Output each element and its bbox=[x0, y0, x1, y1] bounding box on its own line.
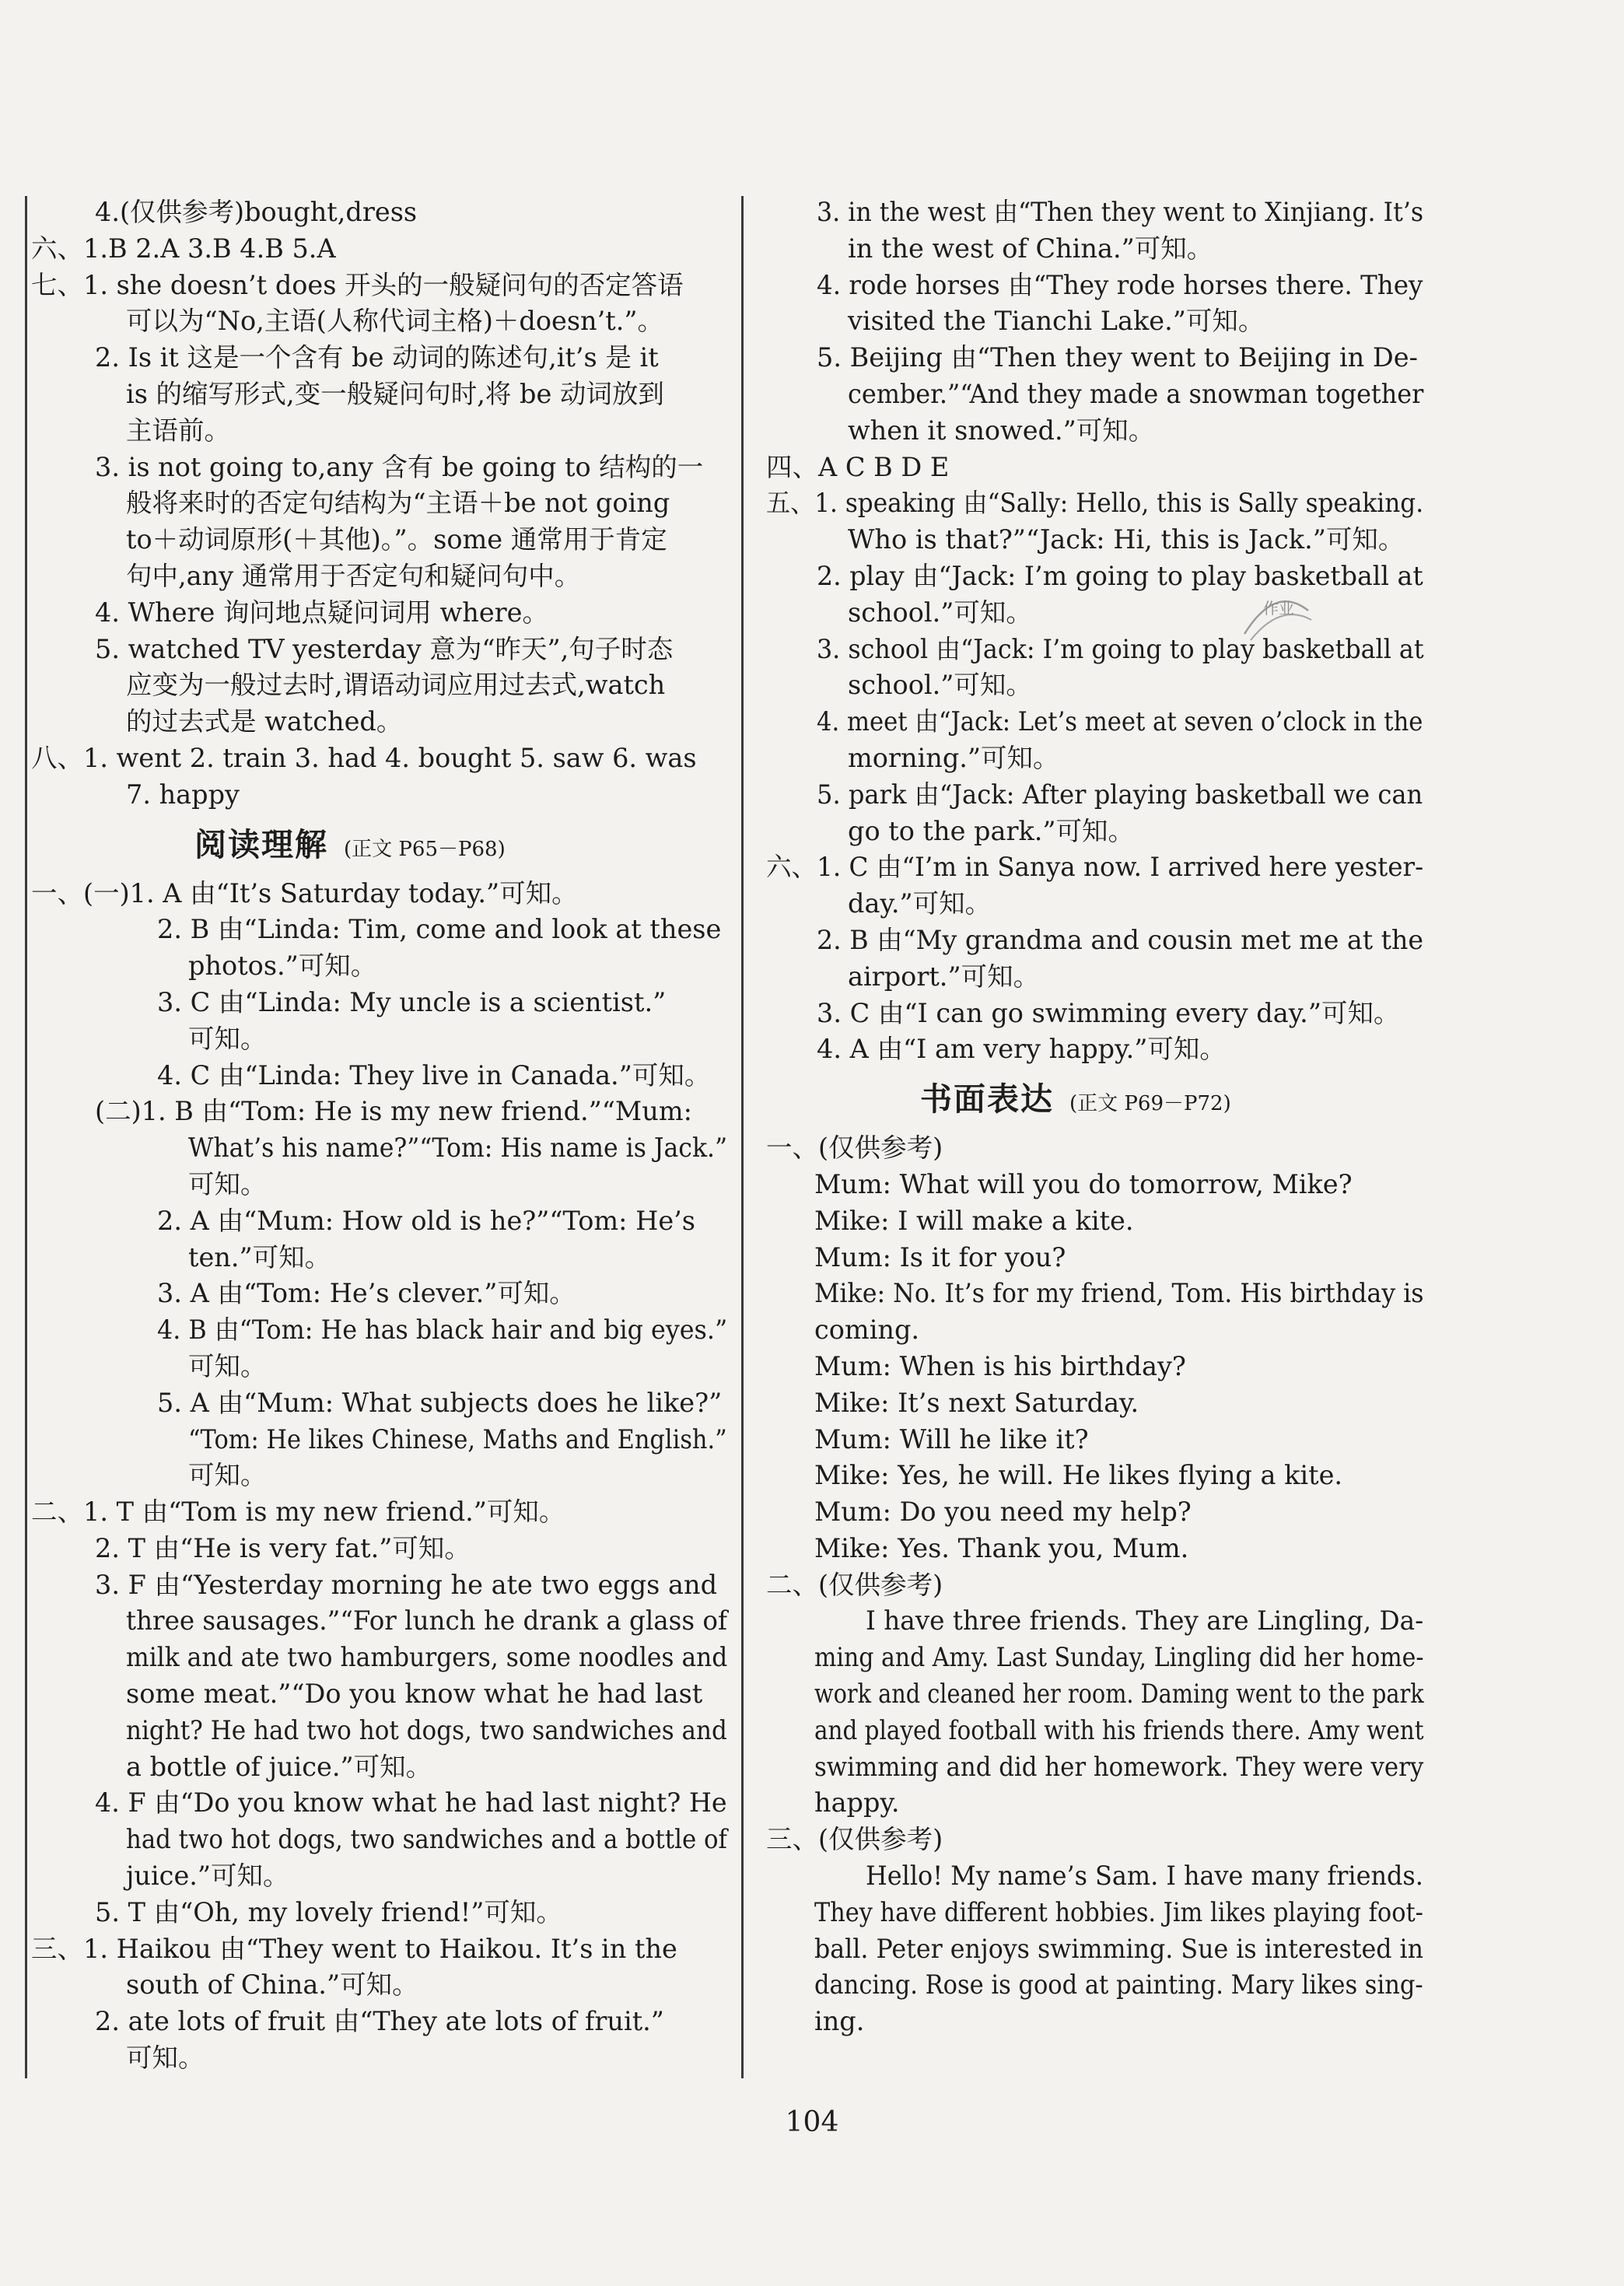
homework-stamp bbox=[1237, 579, 1314, 646]
answer-line: “Tom: He likes Chinese, Maths and English.” bbox=[188, 1423, 727, 1455]
answer-line: 可知。 bbox=[126, 2043, 205, 2074]
answer-line: Mum: Will he like it? bbox=[814, 1423, 1089, 1455]
answer-line: Mum: Do you need my help? bbox=[814, 1497, 1192, 1528]
answer-line: 4. B 由“Tom: He has black hair and big eyes.” bbox=[157, 1315, 728, 1346]
answer-line: south of China.”可知。 bbox=[126, 1969, 418, 2001]
answer-line: Mum: When is his birthday? bbox=[814, 1350, 1186, 1381]
section-page-ref: (正文 P69－P72) bbox=[1069, 1092, 1231, 1116]
answer-line: 4. A 由“I am very happy.”可知。 bbox=[817, 1034, 1226, 1065]
answer-line: 5. Beijing 由“Then they went to Beijing in De- bbox=[817, 342, 1418, 373]
answer-line: 4. rode horses 由“They rode horses there. They bbox=[817, 269, 1423, 300]
answer-line: 4.(仅供参考)bought,dress bbox=[95, 197, 418, 227]
left-margin-rule bbox=[25, 196, 27, 2078]
answer-line: to＋动词原形(＋其他)。”。some 通常用于肯定 bbox=[126, 524, 667, 555]
answer-line: 3. C 由“Linda: My uncle is a scientist.” bbox=[157, 986, 667, 1017]
answer-line: Mike: Yes, he will. He likes flying a kite. bbox=[814, 1460, 1343, 1491]
answer-line: 三、1. Haikou 由“They went to Haikou. It’s in the bbox=[31, 1933, 677, 1964]
answer-line: in the west of China.”可知。 bbox=[848, 233, 1213, 264]
answer-line: Mum: Is it for you? bbox=[814, 1241, 1066, 1273]
answer-line: airport.”可知。 bbox=[848, 961, 1040, 992]
answer-line: go to the park.”可知。 bbox=[848, 815, 1135, 846]
answer-line: 4. Where 询问地点疑问词用 where。 bbox=[95, 597, 548, 628]
section-heading bbox=[766, 1068, 1423, 1130]
section-title: 书面表达 bbox=[920, 1080, 1054, 1118]
answer-line: 2. Is it 这是一个含有 be 动词的陈述句,it’s 是 it bbox=[95, 342, 659, 373]
answer-line: swimming and did her homework. They were very bbox=[814, 1751, 1424, 1782]
left-column bbox=[31, 194, 727, 2077]
answer-line: had two hot dogs, two sandwiches and a bottle of bbox=[126, 1824, 727, 1855]
answer-line: and played football with his friends there. Amy went bbox=[814, 1714, 1424, 1745]
answer-line: 3. school 由“Jack: I’m going to play basketball at bbox=[817, 633, 1424, 664]
answer-line: juice.”可知。 bbox=[126, 1861, 289, 1892]
answer-line: when it snowed.”可知。 bbox=[848, 415, 1155, 446]
page-number: 104 bbox=[785, 2106, 839, 2138]
answer-line: is 的缩写形式,变一般疑问句时,将 be 动词放到 bbox=[126, 378, 664, 409]
answer-line: 3. F 由“Yesterday morning he ate two eggs and bbox=[95, 1569, 718, 1600]
answer-line: Mike: Yes. Thank you, Mum. bbox=[814, 1532, 1189, 1563]
answer-line: 3. C 由“I can go swimming every day.”可知。 bbox=[817, 997, 1400, 1028]
section-title: 阅读理解 bbox=[194, 825, 328, 863]
answer-line: three sausages.”“For lunch he drank a glass of bbox=[126, 1605, 727, 1637]
answer-line: 般将来时的否定句结构为“主语＋be not going bbox=[126, 488, 670, 519]
answer-line: 可知。 bbox=[188, 1460, 267, 1491]
answer-line: 2. play 由“Jack: I’m going to play basketball at bbox=[817, 560, 1423, 591]
answer-line: 三、(仅供参考) bbox=[766, 1824, 943, 1855]
answer-line: some meat.”“Do you know what he had last bbox=[126, 1679, 703, 1710]
answer-line: 2. B 由“Linda: Tim, come and look at these bbox=[157, 914, 722, 945]
right-column bbox=[766, 194, 1423, 2040]
section-heading bbox=[31, 814, 727, 876]
answer-line: 七、1. she doesn’t does 开头的一般疑问句的否定答语 bbox=[31, 269, 684, 300]
answer-line: 五、1. speaking 由“Sally: Hello, this is Sally speaking. bbox=[766, 488, 1424, 519]
answer-line: 六、1. C 由“I’m in Sanya now. I arrived here yester- bbox=[766, 852, 1424, 883]
answer-line: (二)1. B 由“Tom: He is my new friend.”“Mum: bbox=[95, 1096, 692, 1127]
answer-line: 5. T 由“Oh, my lovely friend!”可知。 bbox=[95, 1896, 562, 1927]
answer-line: 4. C 由“Linda: They live in Canada.”可知。 bbox=[157, 1059, 711, 1090]
answer-line: 3. A 由“Tom: He’s clever.”可知。 bbox=[157, 1278, 576, 1309]
answer-line: work and cleaned her room. Daming went to the park bbox=[814, 1679, 1424, 1710]
answer-line: 二、(仅供参考) bbox=[766, 1569, 943, 1600]
answer-line: Hello! My name’s Sam. I have many friends. bbox=[866, 1861, 1423, 1892]
answer-line: Mum: What will you do tomorrow, Mike? bbox=[814, 1168, 1353, 1199]
answer-line: 2. T 由“He is very fat.”可知。 bbox=[95, 1532, 471, 1563]
answer-line: 5. watched TV yesterday 意为“昨天”,句子时态 bbox=[95, 633, 674, 664]
answer-line: Mike: It’s next Saturday. bbox=[814, 1387, 1139, 1418]
answer-line: 六、1.B 2.A 3.B 4.B 5.A bbox=[31, 233, 336, 264]
stamp-text: 作业 bbox=[1263, 599, 1294, 618]
answer-line: 句中,any 通常用于否定句和疑问句中。 bbox=[126, 560, 581, 591]
answer-line: 四、A C B D E bbox=[766, 451, 950, 482]
answer-line: 可知。 bbox=[188, 1023, 267, 1054]
answer-line: 2. A 由“Mum: How old is he?”“Tom: He’s bbox=[157, 1205, 696, 1236]
answer-line: school.”可知。 bbox=[848, 597, 1032, 628]
answer-line: What’s his name?”“Tom: His name is Jack.” bbox=[188, 1132, 728, 1164]
answer-line: 可知。 bbox=[188, 1350, 267, 1381]
answer-line: ball. Peter enjoys swimming. Sue is interested in bbox=[814, 1933, 1424, 1964]
answer-line: 可知。 bbox=[188, 1168, 267, 1199]
answer-line: 八、1. went 2. train 3. had 4. bought 5. saw 6. was bbox=[31, 742, 697, 773]
section-page-ref: (正文 P65－P68) bbox=[344, 837, 506, 861]
answer-line: dancing. Rose is good at painting. Mary likes sing- bbox=[814, 1969, 1423, 2001]
answer-line: day.”可知。 bbox=[848, 888, 992, 919]
answer-line: I have three friends. They are Lingling, Da- bbox=[866, 1605, 1424, 1637]
answer-line: 3. in the west 由“Then they went to Xinjiang. It’s bbox=[817, 197, 1424, 227]
answer-line: 二、1. T 由“Tom is my new friend.”可知。 bbox=[31, 1497, 565, 1528]
answer-line: happy. bbox=[814, 1787, 900, 1819]
answer-line: 4. F 由“Do you know what he had last night? He bbox=[95, 1787, 727, 1819]
answer-line: coming. bbox=[814, 1315, 920, 1346]
answer-line: 2. B 由“My grandma and cousin met me at the bbox=[817, 924, 1424, 955]
answer-line: 2. ate lots of fruit 由“They ate lots of fruit.” bbox=[95, 2006, 664, 2037]
answer-line: 主语前。 bbox=[126, 415, 230, 446]
answer-line: 4. meet 由“Jack: Let’s meet at seven o’clock in the bbox=[817, 706, 1423, 737]
answer-line: ten.”可知。 bbox=[188, 1241, 331, 1273]
answer-line: cember.”“And they made a snowman together bbox=[848, 378, 1424, 409]
answer-line: They have different hobbies. Jim likes playing foot- bbox=[814, 1896, 1423, 1927]
answer-line: a bottle of juice.”可知。 bbox=[126, 1751, 432, 1782]
answer-line: 5. park 由“Jack: After playing basketball we can bbox=[817, 779, 1423, 810]
answer-line: 3. is not going to,any 含有 be going to 结构的一 bbox=[95, 451, 704, 482]
answer-line: school.”可知。 bbox=[848, 670, 1032, 701]
answer-line: ming and Amy. Last Sunday, Lingling did her home- bbox=[814, 1642, 1424, 1673]
answer-line: night? He had two hot dogs, two sandwiches and bbox=[126, 1714, 727, 1745]
answer-line: 7. happy bbox=[126, 779, 240, 810]
answer-line: ing. bbox=[814, 2006, 865, 2037]
answer-line: photos.”可知。 bbox=[188, 950, 377, 982]
answer-line: Mike: I will make a kite. bbox=[814, 1205, 1134, 1236]
answer-line: 一、(仅供参考) bbox=[766, 1132, 943, 1164]
answer-line: milk and ate two hamburgers, some noodles and bbox=[126, 1642, 728, 1673]
answer-line: morning.”可知。 bbox=[848, 742, 1059, 773]
answer-line: 5. A 由“Mum: What subjects does he like?” bbox=[157, 1387, 723, 1418]
answer-line: 的过去式是 watched。 bbox=[126, 706, 403, 737]
answer-line: 可以为“No,主语(人称代词主格)＋doesn’t.”。 bbox=[126, 306, 663, 337]
answer-line: 应变为一般过去时,谓语动词应用过去式,watch bbox=[126, 670, 666, 701]
answer-line: Who is that?”“Jack: Hi, this is Jack.”可知。 bbox=[848, 524, 1405, 555]
answer-line: Mike: No. It’s for my friend, Tom. His birthday is bbox=[814, 1278, 1424, 1309]
answer-line: 一、(一)1. A 由“It’s Saturday today.”可知。 bbox=[31, 877, 578, 908]
answer-line: visited the Tianchi Lake.”可知。 bbox=[848, 306, 1265, 337]
